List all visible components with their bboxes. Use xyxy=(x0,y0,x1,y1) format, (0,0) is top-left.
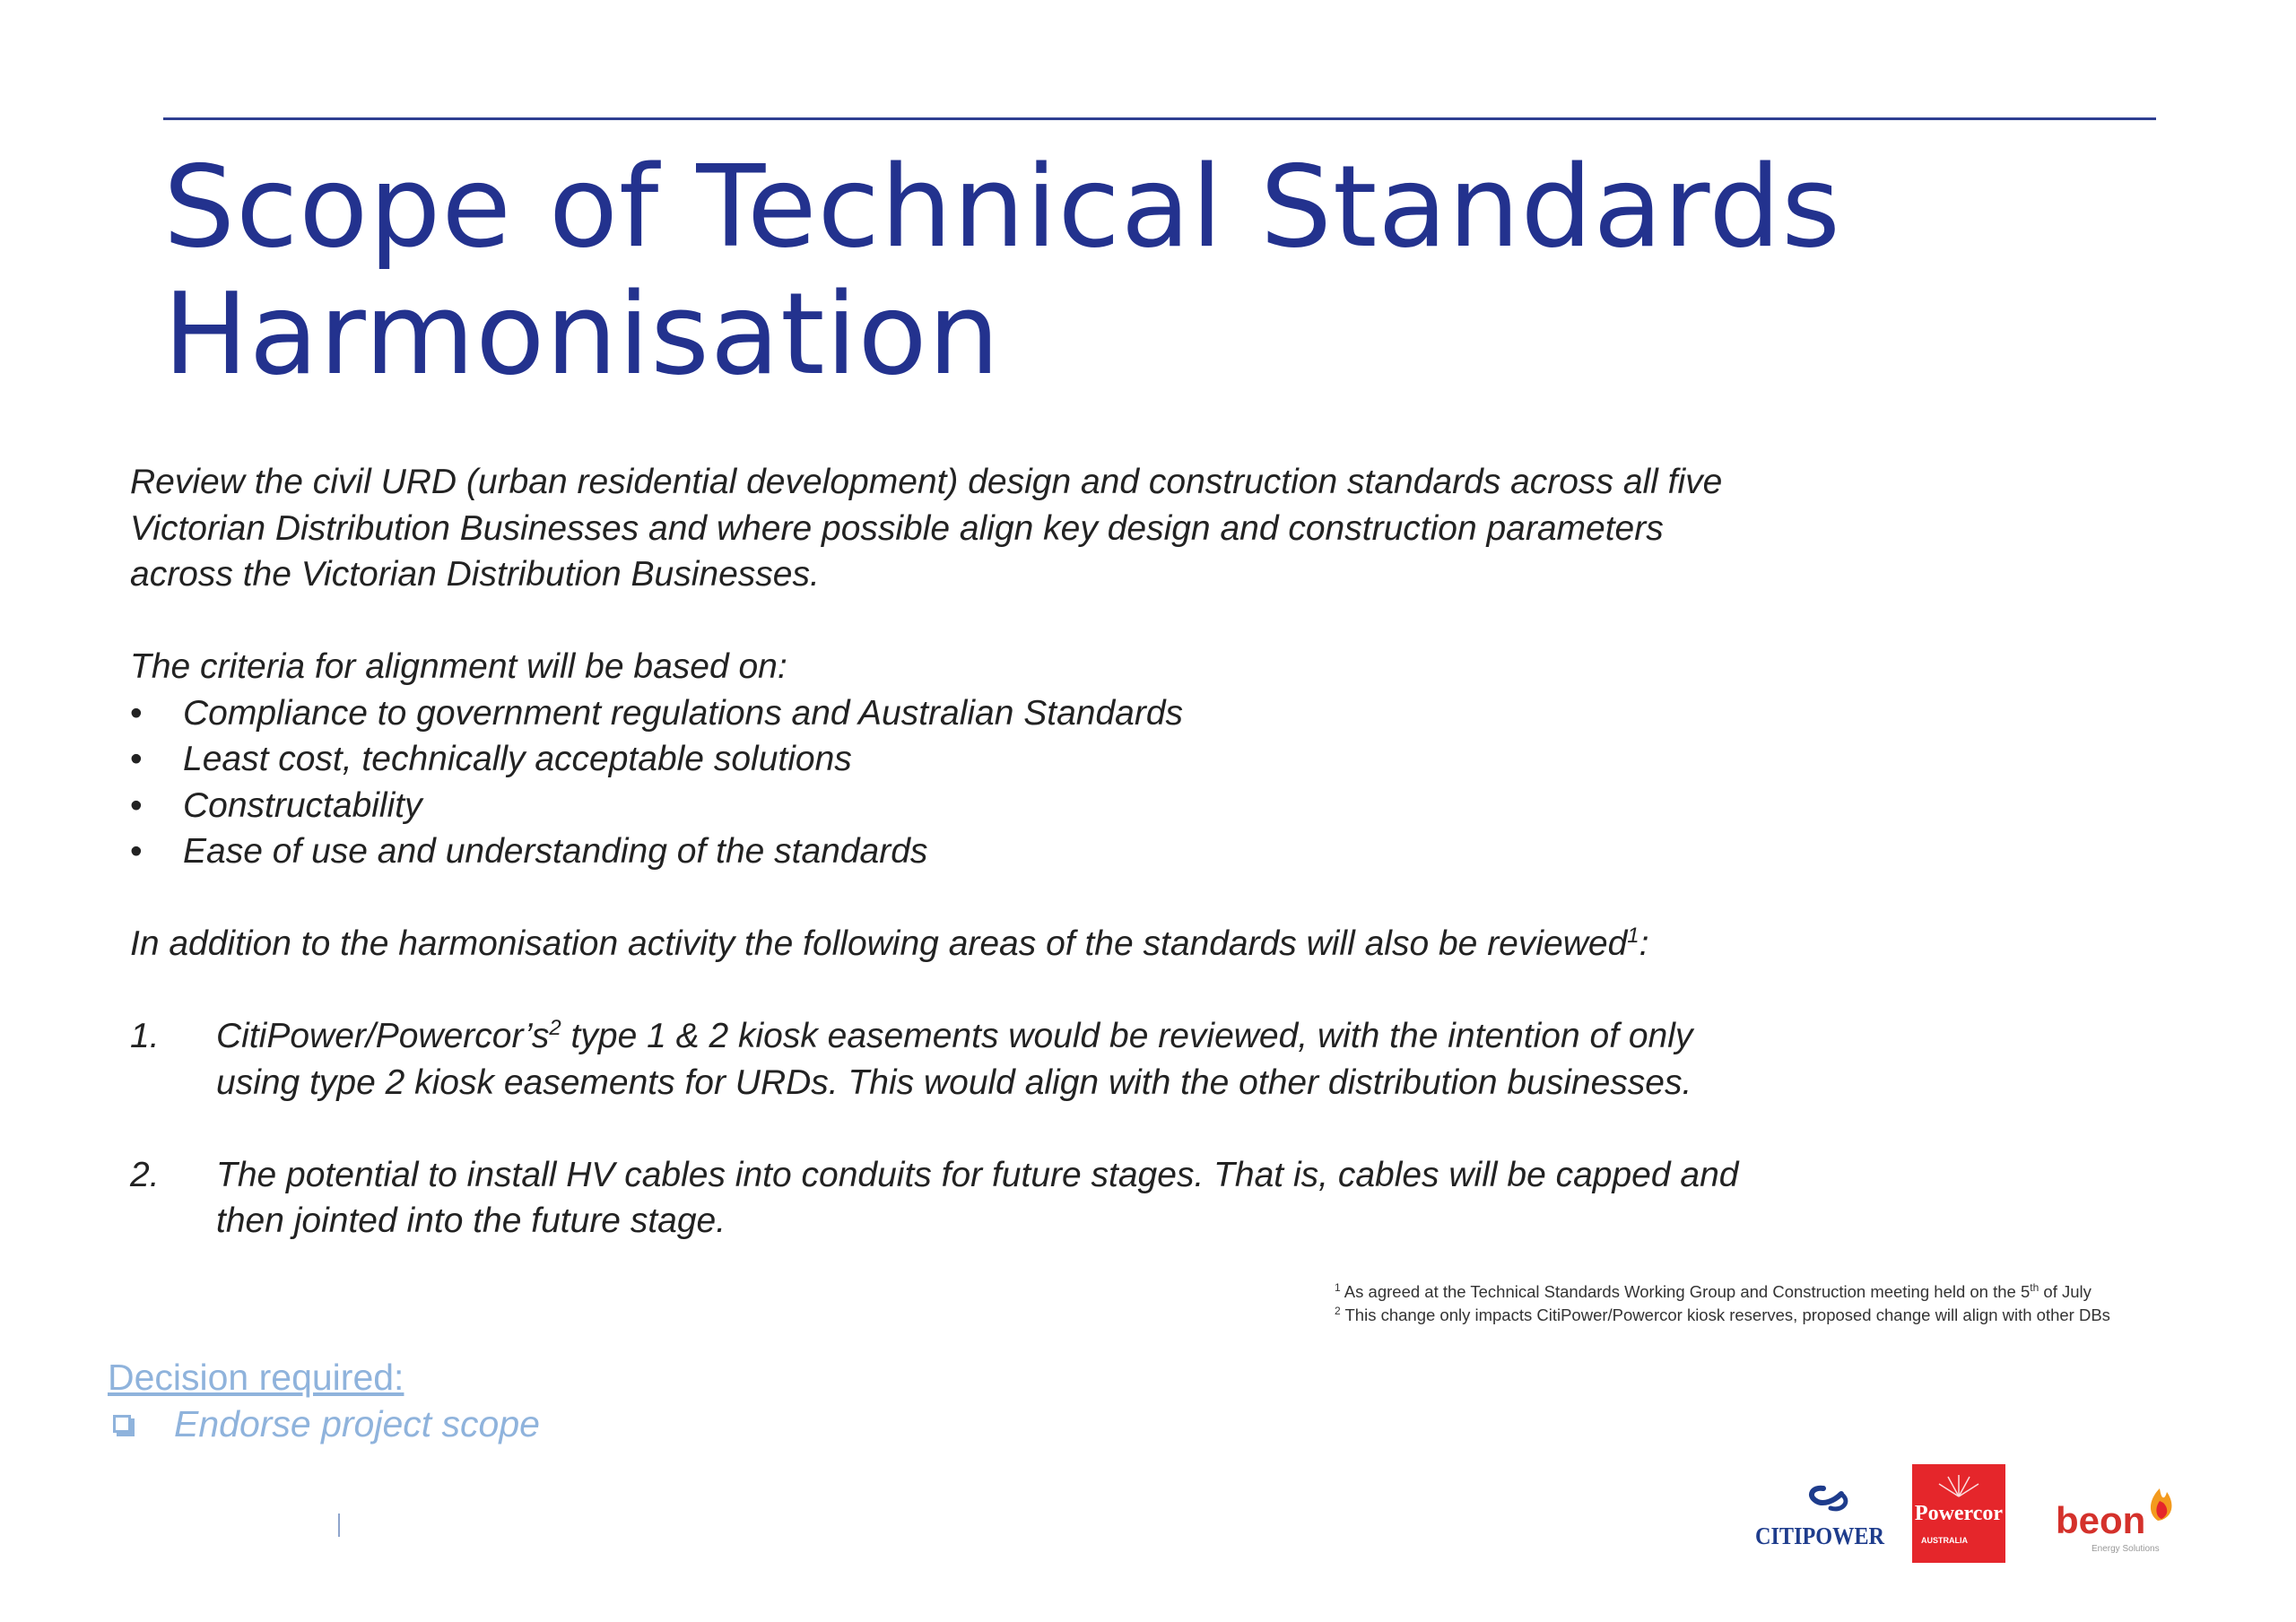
decision-block xyxy=(108,1354,540,1447)
criteria-item-text: Constructability xyxy=(183,785,422,825)
criteria-item xyxy=(130,828,2013,875)
review-heading-end: : xyxy=(1639,924,1649,963)
review-item-number: 1. xyxy=(130,1017,160,1055)
footnote-ref: 2 xyxy=(549,1016,561,1040)
criteria-heading: The criteria for alignment will be based on: xyxy=(130,647,787,686)
review-item-line-1: The potential to install HV cables into conduits for future stages. That is, cables will be capped and xyxy=(216,1155,1739,1194)
beon-logo-text: beon xyxy=(2056,1499,2146,1541)
bullet-icon: • xyxy=(130,832,143,871)
review-item-1 xyxy=(130,1013,2013,1106)
page-title-line-2: Harmonisation xyxy=(163,268,1001,400)
body-text xyxy=(130,459,2013,1245)
footnote-2 xyxy=(1335,1304,2285,1327)
criteria-item xyxy=(130,736,2013,783)
powercor-logo-text: Powercor xyxy=(1914,1502,2004,1525)
criteria-item-text: Compliance to government regulations and Australian Standards xyxy=(183,693,1184,733)
footnote-text: This change only impacts CitiPower/Powercor kiosk reserves, proposed change will align with other DBs xyxy=(1340,1305,2110,1324)
intro-line-3: across the Victorian Distribution Businesses. xyxy=(130,555,820,594)
footnote-ordinal: th xyxy=(2030,1280,2039,1294)
citipower-logo xyxy=(1753,1481,1888,1555)
review-heading-text: In addition to the harmonisation activity the following areas of the standards will also be reviewed xyxy=(130,924,1628,963)
review-item-number: 2. xyxy=(130,1155,160,1194)
bullet-icon: • xyxy=(130,785,143,825)
criteria-item-text: Least cost, technically acceptable solutions xyxy=(183,740,852,778)
review-item-line-1a: CitiPower/Powercor’s xyxy=(216,1017,550,1055)
review-item-line-2: then jointed into the future stage. xyxy=(216,1201,726,1240)
footnote-ref: 1 xyxy=(1627,924,1639,948)
decision-title: Decision required: xyxy=(108,1357,404,1398)
beon-logo-subtext: Energy Solutions xyxy=(2092,1544,2160,1554)
footnote-mark: 2 xyxy=(1335,1304,1341,1317)
footnote-1 xyxy=(1335,1280,2285,1304)
footnotes xyxy=(1335,1280,2285,1327)
intro-line-1: Review the civil URD (urban residential development) design and construction standards across all five xyxy=(130,463,1723,501)
decision-item-text: Endorse project scope xyxy=(174,1403,540,1444)
intro-paragraph xyxy=(130,459,2013,598)
review-item-line-1b: type 1 & 2 kiosk easements would be reviewed, with the intention of only xyxy=(561,1017,1693,1055)
powercor-logo-subtext: AUSTRALIA xyxy=(1921,1536,1968,1545)
decision-item xyxy=(108,1401,540,1447)
bullet-icon: • xyxy=(130,693,143,733)
checkbox-icon xyxy=(113,1415,131,1433)
footnote-mark: 1 xyxy=(1335,1280,1341,1294)
page-title xyxy=(163,143,2136,398)
page-number-divider xyxy=(338,1514,340,1537)
bullet-icon: • xyxy=(130,740,143,778)
beon-logo xyxy=(2054,1470,2179,1560)
page-title-line-1: Scope of Technical Standards xyxy=(163,141,1841,273)
criteria-item xyxy=(130,690,2013,737)
review-item-2 xyxy=(130,1152,2013,1245)
review-item-line-2: using type 2 kiosk easements for URDs. This would align with the other distribution businesses. xyxy=(216,1063,1692,1102)
review-heading xyxy=(130,921,2013,967)
criteria-item-text: Ease of use and understanding of the standards xyxy=(183,832,928,871)
powercor-logo xyxy=(1912,1464,2005,1563)
footnote-text-end: of July xyxy=(2039,1282,2092,1301)
citipower-logo-text: CITIPOWER xyxy=(1755,1522,1885,1549)
title-rule xyxy=(163,117,2156,120)
footnote-text: As agreed at the Technical Standards Working Group and Construction meeting held on the 5 xyxy=(1340,1282,2031,1301)
intro-line-2: Victorian Distribution Businesses and where possible align key design and construction parameters xyxy=(130,508,1664,548)
criteria-item xyxy=(130,783,2013,829)
